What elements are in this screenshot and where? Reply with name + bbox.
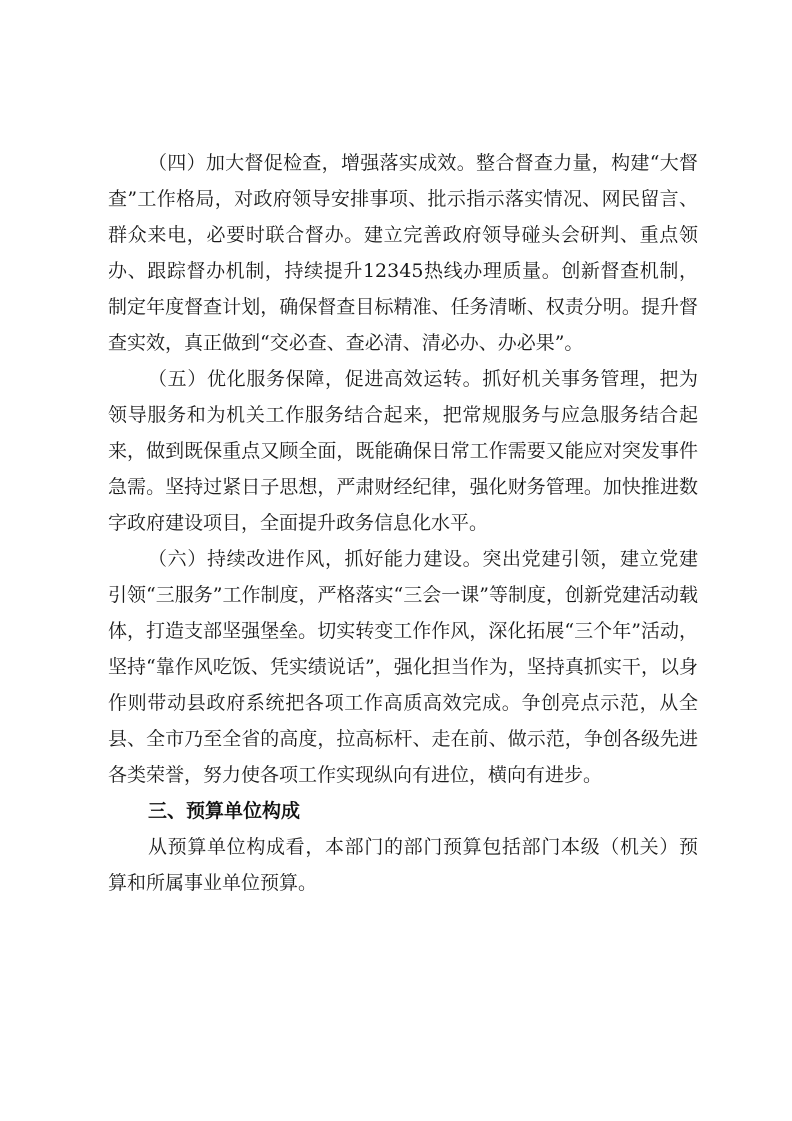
section-five-body: 抓好机关事务管理，把为领导服务和为机关工作服务结合起来，把常规服务与应急服务结合起来，做到既保重点又顾全面，既能确保日常工作需要又能应对突发事件急需。坚持过紧日子思想，严肃财经纪律，强化财务管理。加快推进数字政府建设项目，全面提升政务信息化水平。 xyxy=(108,368,698,534)
section-six-paragraph xyxy=(108,541,698,793)
section-five-lead: （五）优化服务保障，促进高效运转。 xyxy=(148,368,483,390)
document-body xyxy=(108,145,698,901)
section-six-lead: （六）持续改进作风，抓好能力建设。 xyxy=(148,548,483,570)
section-four-lead: （四）加大督促检查，增强落实成效。 xyxy=(148,152,477,174)
section-five-paragraph xyxy=(108,361,698,541)
section-four-paragraph xyxy=(108,145,698,361)
section-six-body: 突出党建引领，建立党建引领“三服务”工作制度，严格落实“三会一课”等制度，创新党建活动载体，打造支部坚强堡垒。切实转变工作作风，深化拓展“三个年”活动，坚持“靠作风吃饭、凭实绩说话”，强化担当作为，坚持真抓实干，以身作则带动县政府系统把各项工作高质高效完成。争创亮点示范，从全县、全市乃至全省的高度，拉高标杆、走在前、做示范，争创各级先进各类荣誉，努力使各项工作实现纵向有进位，横向有进步。 xyxy=(108,548,698,786)
section-four-body: 整合督查力量，构建“大督查”工作格局，对政府领导安排事项、批示指示落实情况、网民留言、群众来电，必要时联合督办。建立完善政府领导碰头会研判、重点领办、跟踪督办机制，持续提升12345热线办理质量。创新督查机制，制定年度督查计划，确保督查目标精准、任务清晰、权责分明。提升督查实效，真正做到“交必查、查必清、清必办、办必果”。 xyxy=(108,152,698,354)
budget-units-heading: 三、预算单位构成 xyxy=(148,800,301,822)
budget-units-paragraph: 从预算单位构成看，本部门的部门预算包括部门本级（机关）预算和所属事业单位预算。 xyxy=(108,836,698,894)
